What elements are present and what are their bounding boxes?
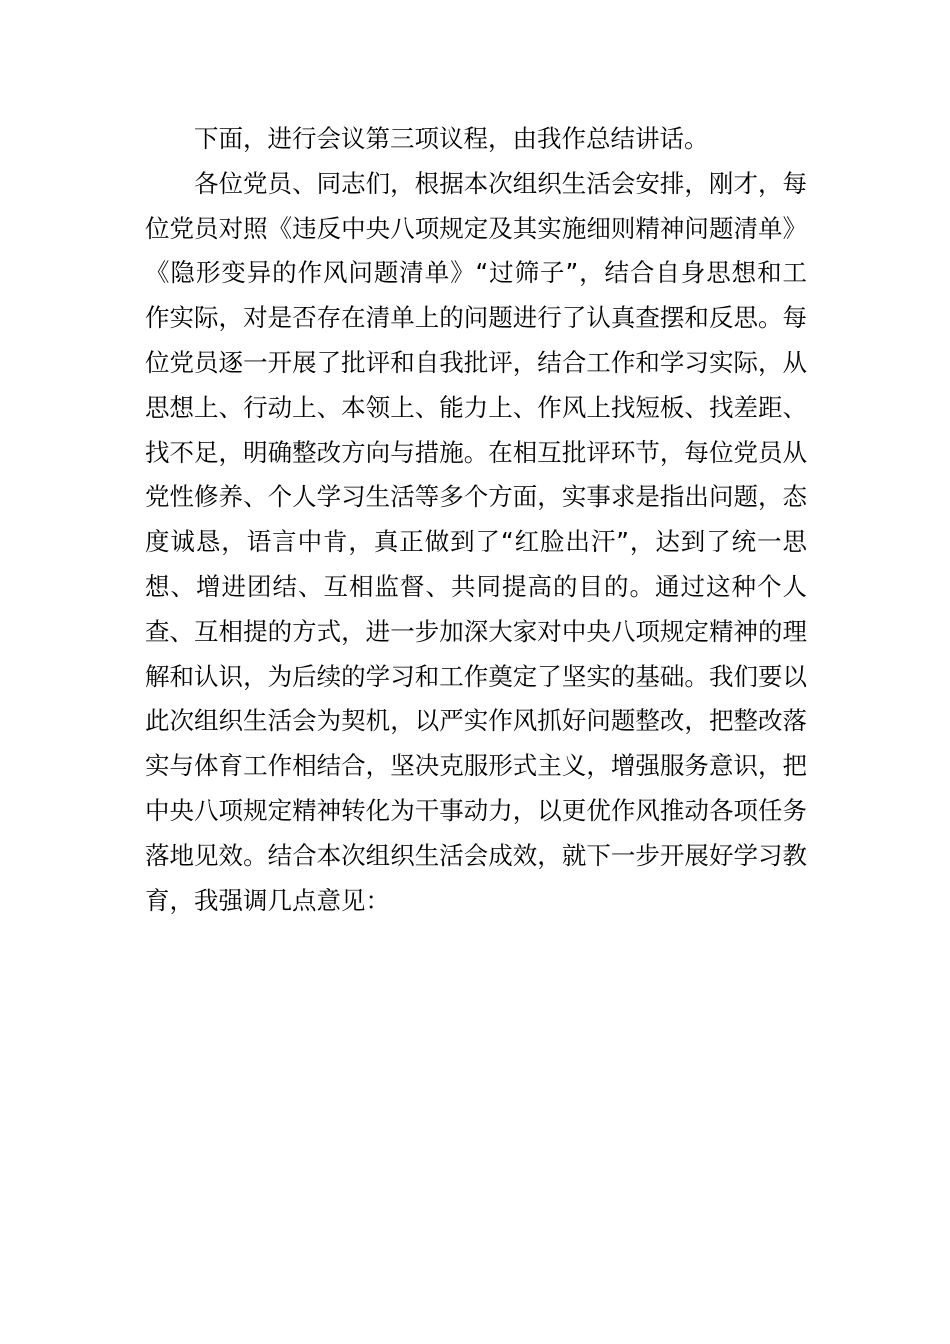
paragraph-agenda: 下面，进行会议第三项议程，由我作总结讲话。 [194,124,709,153]
document-body [145,117,807,923]
paragraph-summary: 各位党员、同志们，根据本次组织生活会安排，刚才，每位党员对照《违反中央八项规定及其实施细则精神问题清单》《隐形变异的作风问题清单》“过筛子”，结合自身思想和工作实际，对是否存在清单上的问题进行了认真查摆和反思。每位党员逐一开展了批评和自我批评，结合工作和学习实际，从思想上、行动上、本领上、能力上、作风上找短板、找差距、找不足，明确整改方向与措施。在相互批评环节，每位党员从党性修养、个人学习生活等多个方面，实事求是指出问题，态度诚恳，语言中肯，真正做到了“红脸出汗”，达到了统一思想、增进团结、互相监督、共同提高的目的。通过这种个人查、互相提的方式，进一步加深大家对中央八项规定精神的理解和认识，为后续的学习和工作奠定了坚实的基础。我们要以此次组织生活会为契机，以严实作风抓好问题整改，把整改落实与体育工作相结合，坚决克服形式主义，增强服务意识，把中央八项规定精神转化为干事动力，以更优作风推动各项任务落地见效。结合本次组织生活会成效，就下一步开展好学习教育，我强调几点意见： [145,168,807,915]
